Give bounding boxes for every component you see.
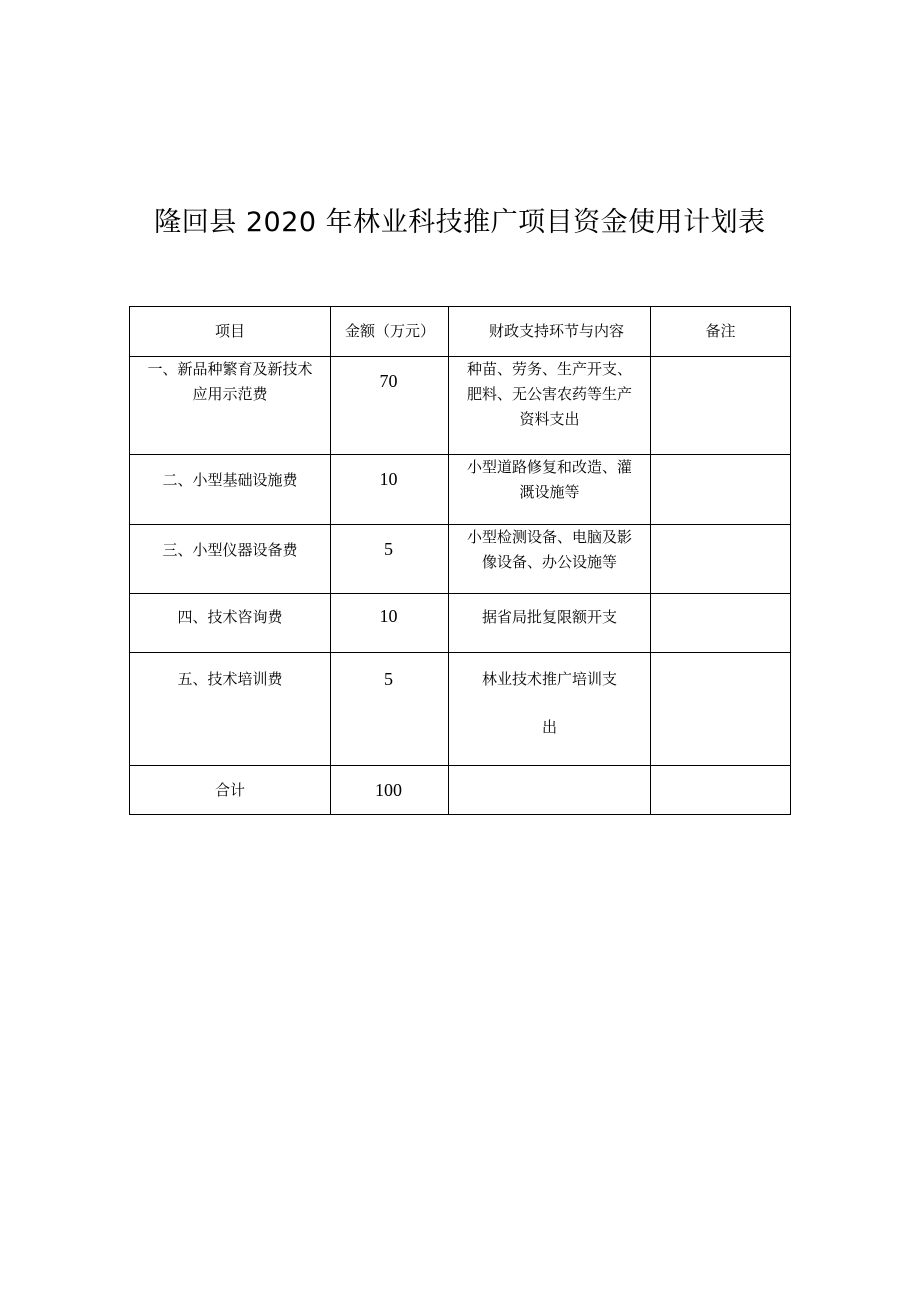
support-cell: [449, 525, 651, 594]
header-item: 项目: [130, 307, 331, 357]
table-row: [130, 525, 791, 594]
total-support-cell: [449, 766, 651, 815]
remarks-cell: [651, 357, 791, 455]
support-line: 资料支出: [519, 410, 580, 428]
header-remarks: 备注: [651, 307, 791, 357]
item-cell: 五、技术培训费: [130, 653, 331, 766]
table-row: [130, 455, 791, 525]
support-cell: [449, 455, 651, 525]
support-line: 溉设施等: [519, 483, 580, 501]
total-row: [130, 766, 791, 815]
support-line: 种苗、劳务、生产开支、: [466, 360, 632, 378]
remarks-cell: [651, 525, 791, 594]
table-row: [130, 594, 791, 653]
support-line: 林业技术推广培训支: [481, 670, 617, 688]
amount-cell: 5: [331, 525, 449, 594]
support-cell: 据省局批复限额开支: [449, 594, 651, 653]
support-cell: [449, 653, 651, 766]
remarks-cell: [651, 455, 791, 525]
total-remarks-cell: [651, 766, 791, 815]
amount-cell: 10: [331, 594, 449, 653]
item-cell: 二、小型基础设施费: [130, 455, 331, 525]
item-cell: 三、小型仪器设备费: [130, 525, 331, 594]
total-amount: 100: [331, 766, 449, 815]
fund-plan-table: [129, 306, 791, 815]
header-support: 财政支持环节与内容: [449, 307, 651, 357]
remarks-cell: [651, 653, 791, 766]
header-amount: 金额（万元）: [331, 307, 449, 357]
table-header-row: [130, 307, 791, 357]
item-cell: 四、技术咨询费: [130, 594, 331, 653]
support-line: 像设备、办公设施等: [481, 553, 617, 571]
amount-cell: 10: [331, 455, 449, 525]
item-cell: [130, 357, 331, 455]
total-label: 合计: [130, 766, 331, 815]
document-title: 隆回县 2020 年林业科技推广项目资金使用计划表: [154, 207, 766, 238]
support-line: 肥料、无公害农药等生产: [466, 385, 632, 403]
table-row: [130, 357, 791, 455]
remarks-cell: [651, 594, 791, 653]
support-cell: [449, 357, 651, 455]
table-row: [130, 653, 791, 766]
support-line: 小型检测设备、电脑及影: [466, 528, 632, 546]
support-line: 出: [541, 718, 557, 736]
support-line: 小型道路修复和改造、灌: [466, 458, 632, 476]
item-line: 一、新品种繁育及新技术: [147, 360, 313, 378]
amount-cell: 70: [331, 357, 449, 455]
item-line: 应用示范费: [192, 385, 268, 403]
amount-cell: 5: [331, 653, 449, 766]
